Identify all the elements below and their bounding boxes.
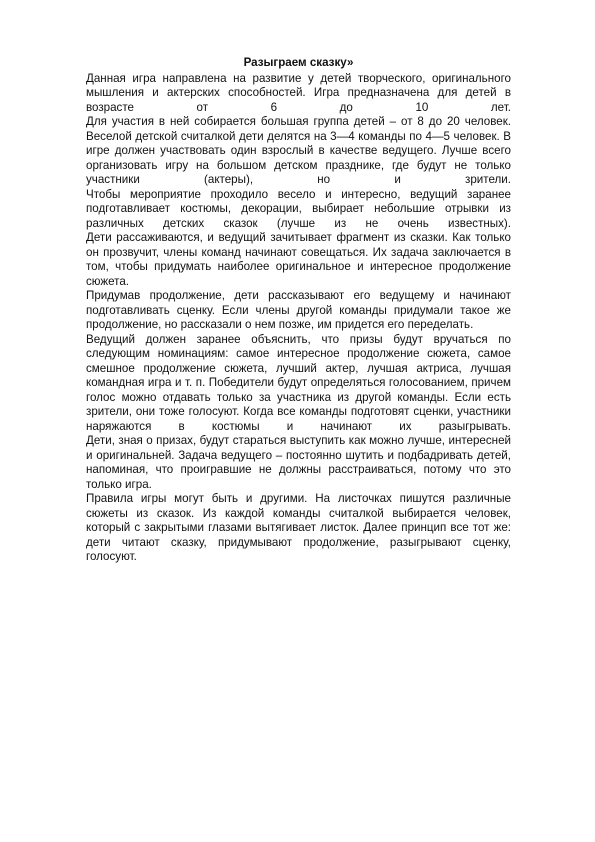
paragraph-alternative-rules: Правила игры могут быть и другими. На листочках пишутся различные сюжеты из сказок. Из каждой команды считалкой выбирается человек, который с закрытыми глазами вытягивает листок. Далее принцип все тот же: дети читают сказку, придумывают продолжение, разыгрывают сценку, голосуют. [86, 492, 511, 563]
paragraph-prizes: Ведущий должен заранее объяснить, что призы будут вручаться по следующим номинациям: самое интересное продолжение сюжета, самое смешное продолжение сюжета, лучший актер, лучшая актриса, лучшая командная игра и т. п. Победители будут определяться голосованием, причем голос можно отдавать только за участника из другой команды. Если есть зрители, они тоже голосуют. Когда все команды подготовят сценки, участники наряжаются в костюмы и начинают их разыгрывать. [86, 332, 511, 433]
paragraph-participants: Для участия в ней собирается большая группа детей – от 8 до 20 человек. Веселой детской считалкой дети делятся на 3—4 команды по 4—5 человек. В игре должен участвовать один взрослый в качестве ведущего. Лучше всего организовать игру на большом детском празднике, где будут не только участники (актеры), но и зрители. [86, 115, 511, 186]
document-page [86, 56, 511, 565]
paragraph-preparation: Чтобы мероприятие проходило весело и интересно, ведущий заранее подготавливает костюмы, декорации, выбирает небольшие отрывки из различных детских сказок (лучше из не очень известных). [86, 187, 511, 230]
paragraph-continuation: Придумав продолжение, дети рассказывают его ведущему и начинают подготавливать сценку. Если члены другой команды придумали такое же продолжение, но рассказали о нем позже, им придется его переделать. [86, 289, 511, 331]
paragraph-intro: Данная игра направлена на развитие у детей творческого, оригинального мышления и актерских способностей. Игра предназначена для детей в возрасте от 6 до 10 лет. [86, 71, 511, 114]
document-title: Разыграем сказку» [243, 56, 354, 69]
paragraph-host-task: Дети, зная о призах, будут стараться выступить как можно лучше, интересней и оригинальней. Задача ведущего – постоянно шутить и подбадривать детей, напоминая, что проигравшие не должны расстраиваться, потому что это только игра. [86, 434, 511, 491]
paragraph-reading: Дети рассаживаются, и ведущий зачитывает фрагмент из сказки. Как только он прозвучит, члены команд начинают совещаться. Их задача заключается в том, чтобы придумать наиболее оригинальное и интересное продолжение сюжета. [86, 231, 511, 288]
